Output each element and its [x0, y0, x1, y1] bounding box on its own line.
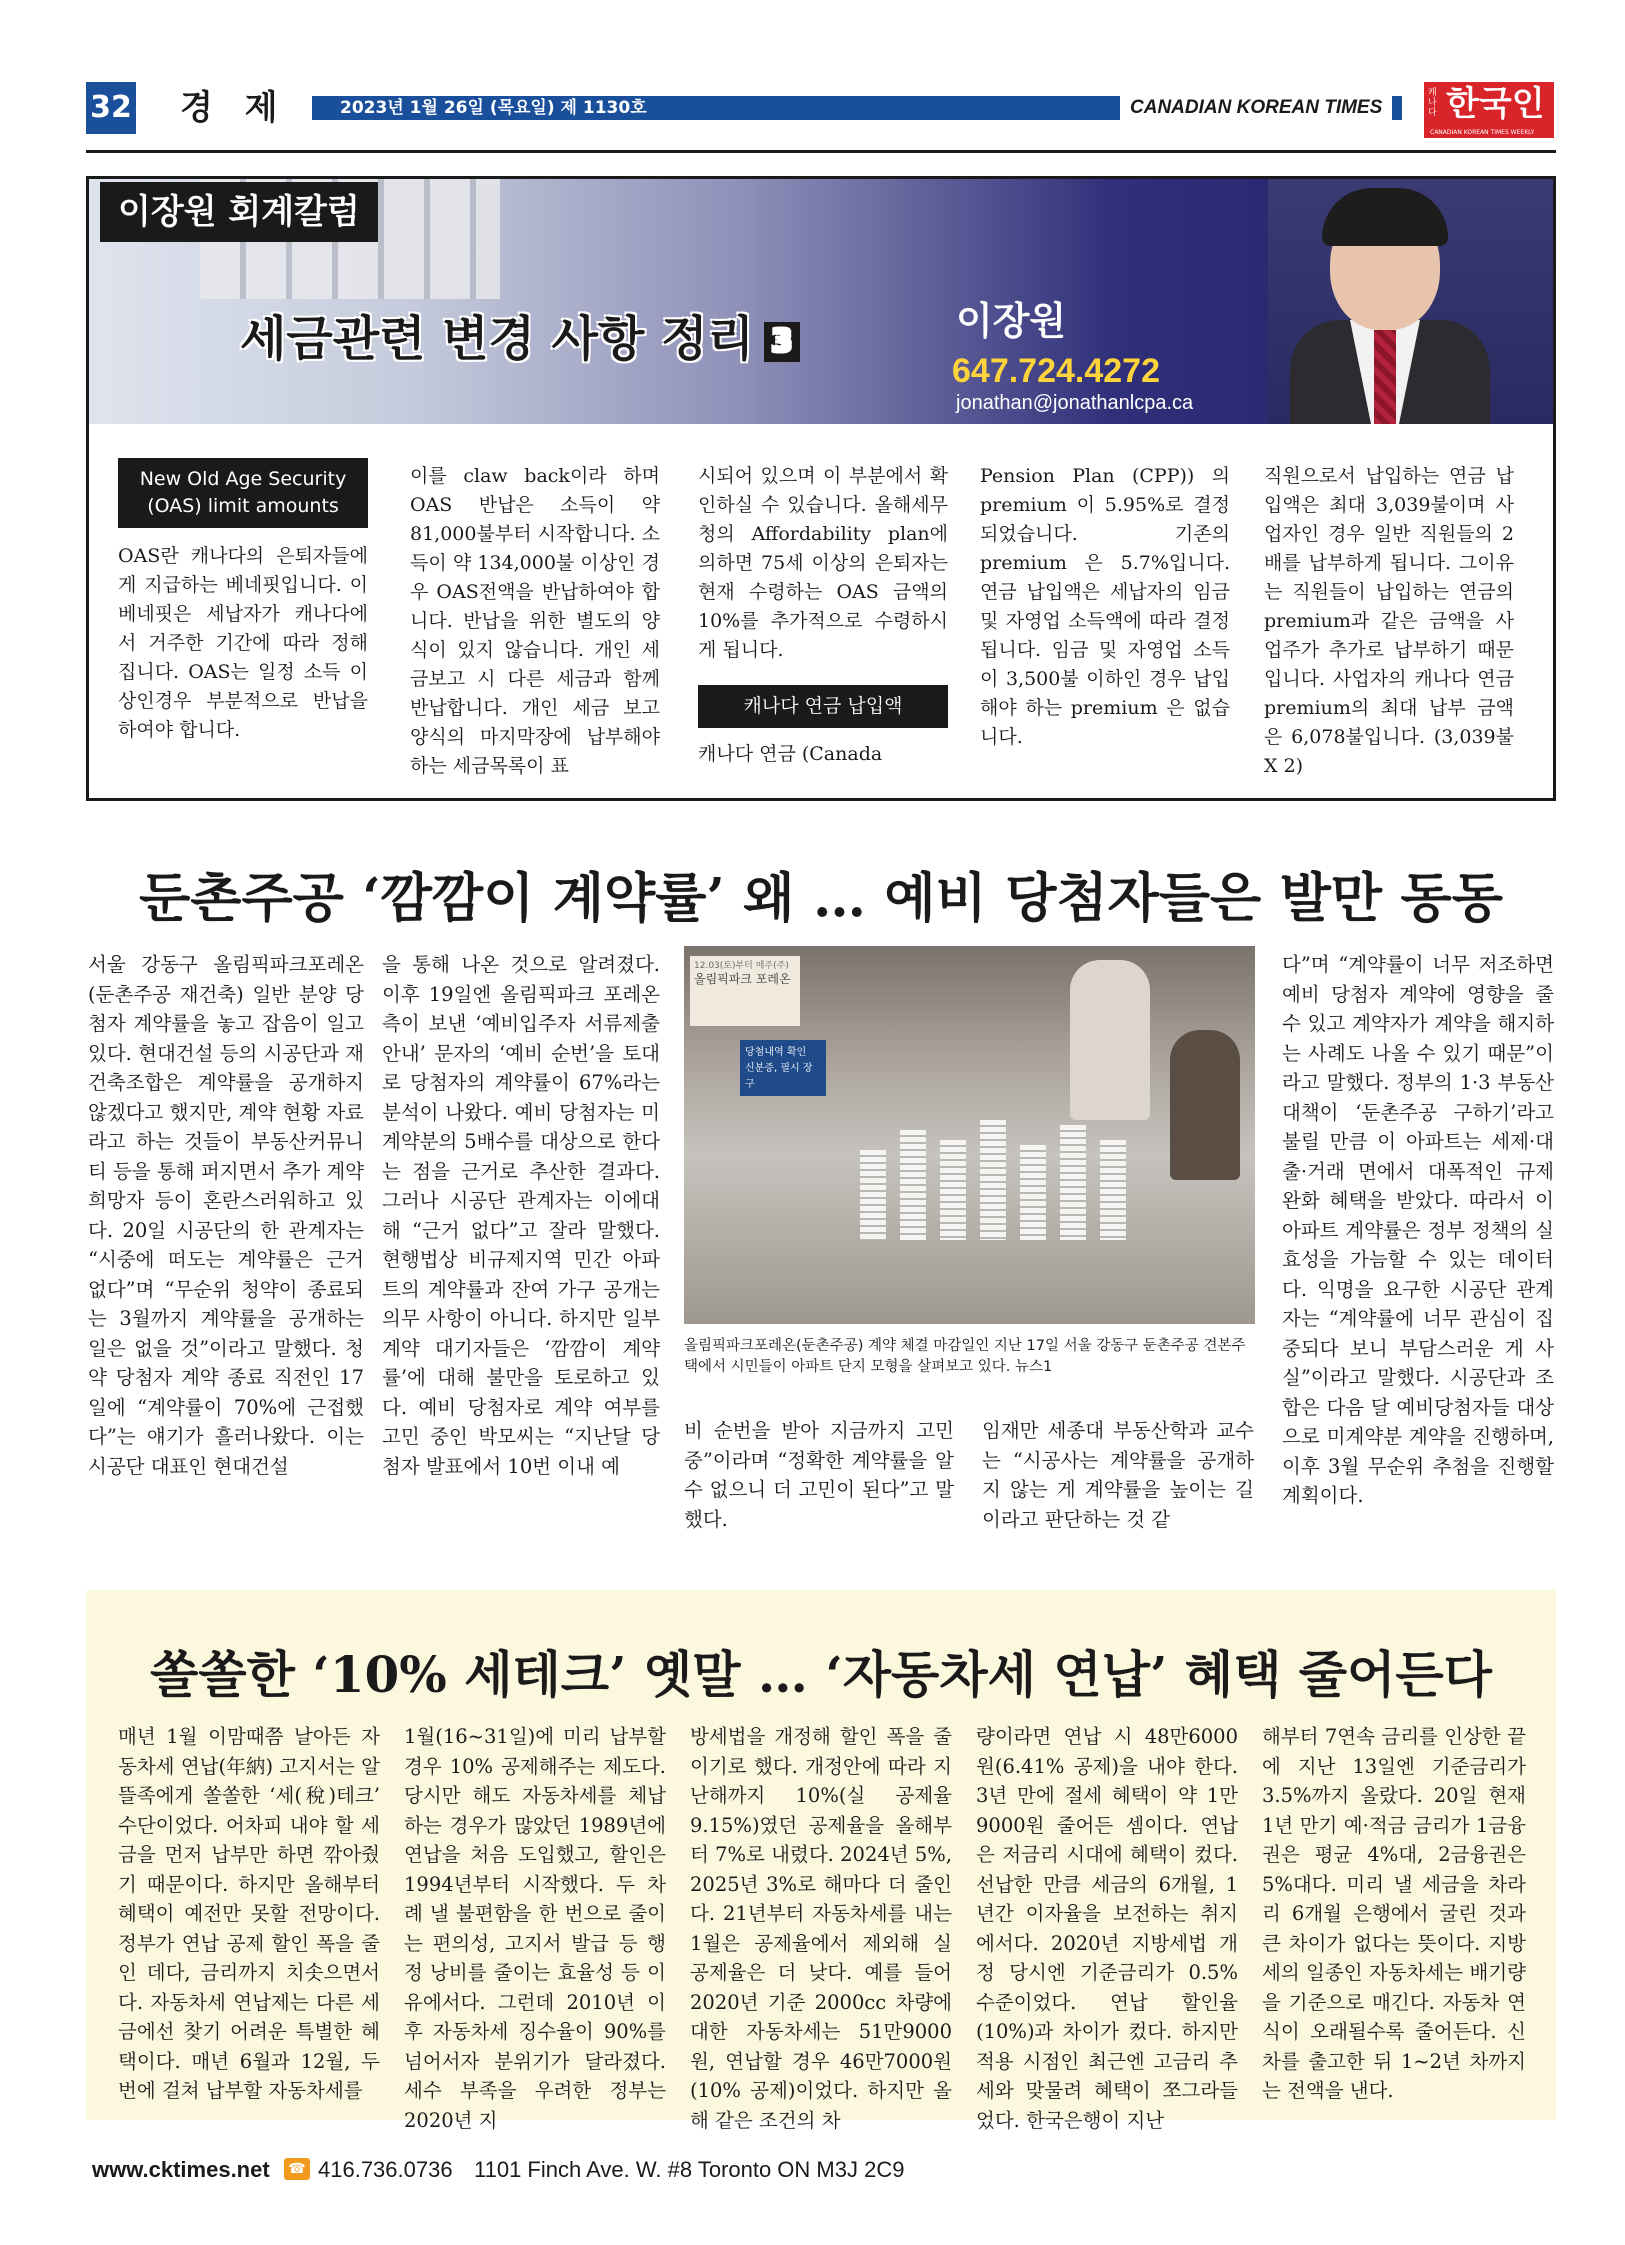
article1-col-4: 임재만 세종대 부동산학과 교수는 “시공사는 계약률을 공개하지 않는 게 계약률을 높이는 길이라고 판단하는 것 같 [982, 1419, 1254, 1531]
model-building [940, 1140, 966, 1240]
article2-col-2: 1월(16~31일)에 미리 납부할 경우 10% 공제해주는 제도다. 당시만 해도 자동차세를 체납하는 경우가 많았던 1989년에 연납을 처음 도입했고, 할인은 1994년부터 시작했다. 두 차례 낼 불편함을 한 번으로 줄이는 편의성, 고지서 발급 등 행정 낭비를 줄이는 효율성 등 이유에서다. 그런데 2010년 이후 자동차세 징수율이 90%를 넘어서자 분위기가 달라졌다. 세수 부족을 우려한 정부는 2020년 지 [404, 1725, 666, 2132]
footer-address: 1101 Finch Ave. W. #8 Toronto ON M3J 2C9 [474, 2157, 905, 2182]
photo-person [1170, 1030, 1240, 1180]
header-divider [86, 150, 1556, 153]
column-col-1 [118, 458, 368, 745]
article2-col-3: 방세법을 개정해 할인 폭을 줄이기로 했다. 개정안에 따라 지난해까지 10%(실 공제율 9.15%)였던 공제율을 올해부터 7%로 내렸다. 2024년 5%, 2025년 3%로 해마다 더 줄인다. 21년부터 자동차세를 내는 1월은 공제율에서 제외해 실 공제율은 더 낮다. 예를 들어 2020년 기준 2000cc 차량에 대한 자동차세는 51만9000원, 연납할 경우 46만7000원(10% 공제)이었다. 하지만 올해 같은 조건의 차 [690, 1725, 952, 2132]
article1-col-5: 다”며 “계약률이 너무 저조하면 예비 당첨자 계약에 영향을 줄 수 있고 계약자가 계약을 해지하는 사례도 나올 수 있기 때문”이라고 말했다. 정부의 1·3 부동산 대책이 ‘둔촌주공 구하기’라고 불릴 만큼 이 아파트는 세제·대출·거래 면에서 대폭적인 규제 완화 혜택을 받았다. 따라서 이 아파트 계약률은 정부 정책의 실효성을 가늠할 수 있는 데이터다. 익명을 요구한 시공단 관계자는 “계약률에 너무 관심이 집중되다 보니 부담스러운 게 사실”이라고 말했다. 시공단과 조합은 다음 달 예비당첨자들 대상으로 미계약분 계약을 진행하며, 이후 3월 무순위 추첨을 진행할 계획이다. [1282, 953, 1554, 1507]
article1-col-3: 비 순번을 받아 지금까지 고민 중”이라며 “정확한 계약률을 알 수 없으니 더 고민이 된다”고 말했다. [684, 1419, 954, 1531]
author-phone: 647.724.4272 [952, 352, 1160, 390]
author-tie [1374, 330, 1396, 424]
article1-col-1: 서울 강동구 올림픽파크포레온(둔촌주공 재건축) 일반 분양 당첨자 계약률을 놓고 잡음이 일고 있다. 현대건설 등의 시공단과 재건축조합은 계약률을 공개하지 않겠다고 했지만, 계약 현황 자료라고 하는 것들이 부동산커뮤니티 등을 통해 퍼지면서 추가 계약 희망자 등이 혼란스러워하고 있다. 20일 시공단의 한 관계자는 “시중에 떠도는 계약률은 근거 없다”며 “무순위 청약이 종료되는 3월까지 계약률을 공개하는 일은 없을 것”이라고 말했다. 청약 당첨자 계약 종료 직전인 17일에 “계약률이 70%에 근접했다”는 얘기가 흘러나왔다. 이는 시공단 대표인 현대건설 [88, 953, 364, 1478]
author-email: jonathan@jonathanlcpa.ca [956, 392, 1194, 414]
column-number: 3 [764, 322, 800, 362]
column-col-2: 이를 claw back이라 하며 OAS 반납은 소득이 약 81,000불부터 시작합니다. 소득이 약 134,000불 이상인 경우 OAS전액을 반납하여야 합니다. 반납을 위한 별도의 양식이 있지 않습니다. 개인 세금보고 시 다른 세금과 함께 반납합니다. 개인 세금 보고 양식의 마지막장에 납부해야 하는 세금목록이 표 [410, 465, 660, 777]
sign-line-2: 올림픽파크 포레온 [694, 972, 791, 986]
article1-col-2: 을 통해 나온 것으로 알려졌다. 이후 19일엔 올림픽파크 포레온 측이 보낸 ‘예비입주자 서류제출 안내’ 문자의 ‘예비 순번’을 토대로 당첨자의 계약률이 67%라는 분석이 나왔다. 예비 당첨자는 미계약분의 5배수를 대상으로 한다는 점을 근거로 추산한 결과다. 그러나 시공단 관계자는 이에대해 “근거 없다”고 잘라 말했다. 현행법상 비규제지역 민간 아파트의 계약률과 잔여 가구 공개는 의무 사항이 아니다. 하지만 일부 계약 대기자들은 ‘깜깜이 계약률’에 대해 불만을 토로하고 있다. 예비 당첨자로 계약 여부를 고민 중인 박모씨는 “지난달 당첨자 발표에서 10번 이내 예 [382, 953, 660, 1478]
column-tag: 이장원 회계칼럼 [100, 182, 378, 242]
article1-title: 둔촌주공 ‘깜깜이 계약률’ 왜 … 예비 당첨자들은 발만 동동 [139, 867, 1503, 929]
model-building [1100, 1140, 1126, 1240]
phone-icon: ☎ [284, 2158, 310, 2180]
column-col-1-text: OAS란 캐나다의 은퇴자들에게 지급하는 베네핏입니다. 이 베네핏은 세납자가 캐나다에서 거주한 기간에 따라 정해 집니다. OAS는 일정 소득 이상인경우 부분적으로 반납을 하여야 합니다. [118, 545, 368, 741]
article2-col-1: 매년 1월 이맘때쯤 날아든 자동차세 연납(年納) 고지서는 알뜰족에게 쏠쏠한 ‘세(稅)테크’ 수단이었다. 어차피 내야 할 세금을 먼저 납부만 하면 깎아줬기 때문이다. 하지만 올해부터 혜택이 예전만 못할 전망이다. 정부가 연납 공제 할인 폭을 줄인 데다, 금리까지 치솟으면서다. 자동차세 연납제는 다른 세금에선 찾기 어려운 특별한 혜택이다. 매년 6월과 12월, 두 번에 걸쳐 납부할 자동차세를 [118, 1725, 380, 2102]
paper-name-en: CANADIAN KOREAN TIMES [1120, 96, 1392, 120]
model-building [900, 1130, 926, 1240]
paper-logo [1424, 82, 1554, 138]
column-col-3-text: 시되어 있으며 이 부분에서 확인하실 수 있습니다. 올해세무청의 Affordability plan에 의하면 75세 이상의 은퇴자는 현재 수령하는 OAS 금액의 10%를 추가적으로 수령하시게 됩니다. [698, 465, 948, 661]
footer-url[interactable]: www.cktimes.net [92, 2157, 270, 2182]
article2-col-5: 해부터 7연속 금리를 인상한 끝에 지난 13일엔 기준금리가 3.5%까지 올랐다. 20일 현재 1년 만기 예·적금 금리가 1금융권은 평균 4%대, 2금융권은 5%대다. 미리 낼 세금을 차라리 6개월 은행에서 굴린 것과 큰 차이가 없다는 뜻이다. 지방세의 일종인 자동차세는 배기량을 기준으로 매긴다. 자동차 연식이 오래될수록 줄어든다. 신차를 출고한 뒤 1~2년 차까지는 전액을 낸다. [1262, 1725, 1526, 2102]
column-col-3 [698, 462, 948, 769]
column-col-5: 직원으로서 납입하는 연금 납입액은 최대 3,039불이며 사업자인 경우 일반 직원들의 2배를 납부하게 됩니다. 그이유는 직원들이 납입하는 연금의 premium과 같은 금액을 사업주가 추가로 납부하기 때문입니다. 사업자의 캐나다 연금 premium의 최대 납부 금액은 6,078불입니다. (3,039불 X 2) [1264, 465, 1514, 777]
article2-col-4: 량이라면 연납 시 48만6000원(6.41% 공제)을 내야 한다. 3년 만에 절세 혜택이 약 1만9000원 줄어든 셈이다. 연납은 저금리 시대에 혜택이 컸다. 선납한 만큼 세금의 6개월, 1년간 이자율을 보전하는 취지에서다. 2020년 지방세법 개정 당시엔 기준금리가 0.5% 수준이었다. 연납 할인율(10%)과 차이가 컸다. 하지만 적용 시점인 최근엔 고금리 추세와 맞물려 혜택이 쪼그라들었다. 한국은행이 지난 [976, 1725, 1238, 2132]
logo-side-text: 캐나다 [1428, 88, 1437, 118]
section-title: 경 제 [180, 88, 288, 128]
sign-line-4: 신분증, 필시 장구 [745, 1063, 813, 1090]
column-subhead-oas: New Old Age Security (OAS) limit amounts [118, 458, 368, 528]
sign-line-3: 당첨내역 확인 [745, 1047, 807, 1058]
model-building [1020, 1145, 1046, 1240]
column-title-text: 세금관련 변경 사항 정리 [240, 311, 754, 367]
model-building [1060, 1125, 1086, 1240]
article1-photo-caption: 올림픽파크포레온(둔촌주공) 계약 체결 마감일인 지난 17일 서울 강동구 둔촌주공 견본주택에서 시민들이 아파트 단지 모형을 살펴보고 있다. 뉴스1 [684, 1338, 1246, 1375]
sign-line-1: 12.03(토)부터 매주(주) [694, 961, 789, 971]
column-col-4: Pension Plan (CPP)) 의 premium 이 5.95%로 결정되었습니다. 기존의 premium 은 5.7%입니다. 연금 납입액은 세납자의 임금 및 자영업 소득액에 따라 결정됩니다. 임금 및 자영업 소득이 3,500불 이하인 경우 납입해야 하는 premium 은 없습니다. [980, 465, 1230, 748]
author-name: 이장원 [956, 299, 1067, 343]
photo-person [1070, 960, 1150, 1120]
photo-blue-sign [740, 1040, 826, 1096]
model-building [860, 1150, 886, 1240]
logo-sub-text: CANADIAN KOREAN TIMES WEEKLY [1430, 129, 1535, 136]
logo-main-text: 한국인 [1446, 84, 1545, 124]
column-subhead-pension: 캐나다 연금 납입액 [698, 685, 948, 728]
issue-date: 2023년 1월 26일 (목요일) 제 1130호 [340, 98, 647, 118]
article2-title: 쏠쏠한 ‘10% 세테크’ 옛말 … ‘자동차세 연납’ 혜택 줄어든다 [150, 1645, 1492, 1704]
column-col-3-tail: 캐나다 연금 (Canada [698, 743, 883, 765]
page-number: 32 [86, 82, 136, 134]
model-building [980, 1120, 1006, 1240]
photo-sign [690, 956, 800, 1026]
footer-phone: 416.736.0736 [318, 2157, 453, 2182]
column-title [240, 300, 800, 369]
